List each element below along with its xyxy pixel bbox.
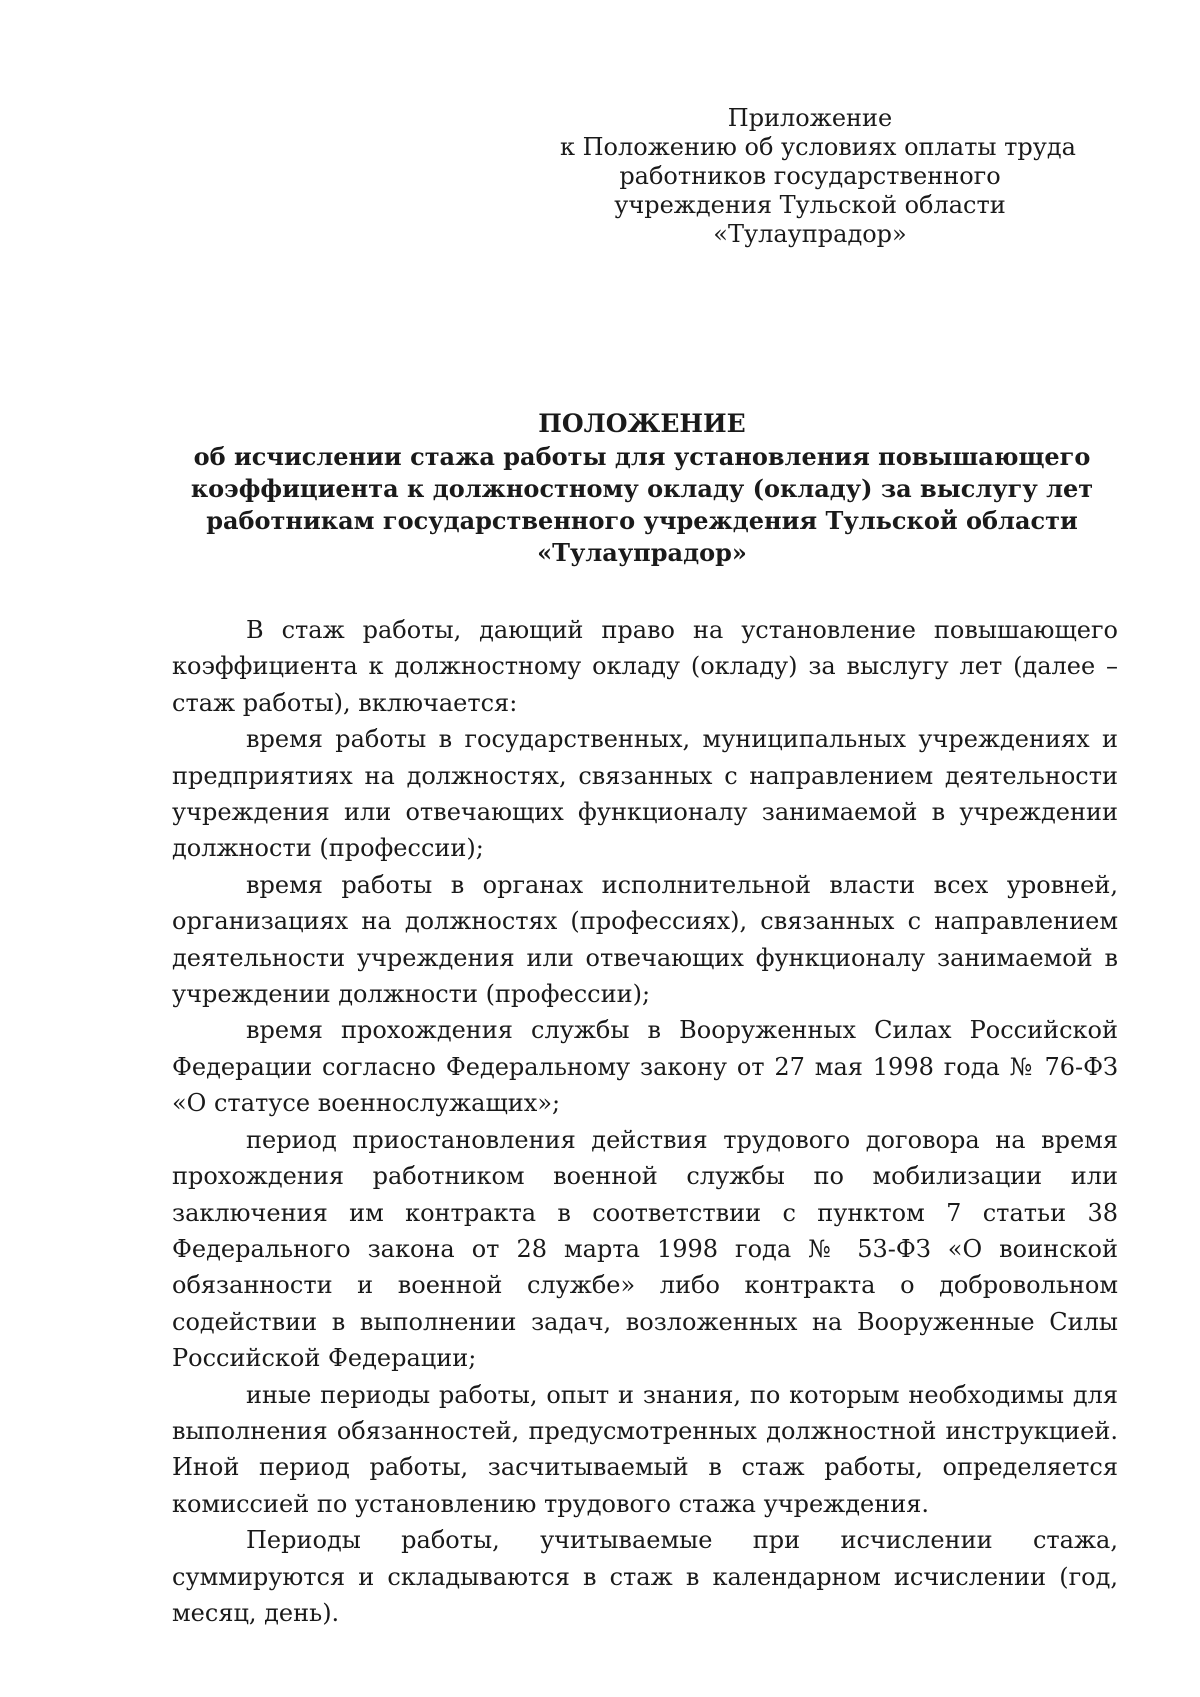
body-paragraph: В стаж работы, дающий право на установление повышающего коэффициента к должностному окладу (окладу) за выслугу лет (далее – стаж работы), включается: — [172, 616, 1118, 717]
document-subtitle-line: об исчислении стажа работы для установления повышающего — [193, 442, 1091, 471]
body-paragraph: иные периоды работы, опыт и знания, по которым необходимы для выполнения обязанностей, предусмотренных должностной инструкцией. Иной период работы, засчитываемый в стаж работы, определяется комиссией по установлению трудового стажа учреждения. — [172, 1380, 1118, 1518]
appendix-line: Приложение — [727, 104, 893, 132]
document-subtitle-line: «Тулаупрадор» — [537, 538, 747, 567]
document-subtitle-line: работникам государственного учреждения Тульской области — [206, 506, 1078, 535]
body-paragraph: Периоды работы, учитываемые при исчислении стажа, суммируются и складываются в стаж в календарном исчислении (год, месяц, день). — [172, 1526, 1118, 1627]
document-heading: ПОЛОЖЕНИЕ — [538, 409, 746, 438]
appendix-header — [560, 104, 1076, 249]
appendix-line: «Тулаупрадор» — [713, 220, 907, 248]
body-paragraph: время работы в государственных, муниципальных учреждениях и предприятиях на должностях, связанных с направлением деятельности учреждения или отвечающих функционалу занимаемой в учреждении должности (профессии); — [172, 725, 1118, 863]
document-title — [172, 408, 1112, 569]
document-subtitle-line: коэффициента к должностному окладу (окладу) за выслугу лет — [190, 474, 1094, 503]
appendix-line: учреждения Тульской области — [614, 191, 1006, 219]
document-body — [172, 612, 1118, 1631]
body-paragraph: время прохождения службы в Вооруженных Силах Российской Федерации согласно Федеральному закону от 27 мая 1998 года № 76-ФЗ «О статусе военнослужащих»; — [172, 1016, 1118, 1118]
appendix-line: работников государственного — [619, 162, 1001, 190]
body-paragraph: время работы в органах исполнительной власти всех уровней, организациях на должностях (профессиях), связанных с направлением деятельности учреждения или отвечающих функционалу занимаемой в учреждении должности (профессии); — [172, 870, 1118, 1009]
appendix-line: к Положению об условиях оплаты труда — [560, 133, 1076, 161]
body-paragraph: период приостановления действия трудового договора на время прохождения работником военной службы по мобилизации или заключения им контракта в соответствии с пунктом 7 статьи 38 Федерального закона от 28 марта 1998 года № 53-ФЗ «О воинской обязанности и военной службе» либо контракта о добровольном содействии в выполнении задач, возложенных на Вооруженные Силы Российской Федерации; — [172, 1125, 1118, 1373]
